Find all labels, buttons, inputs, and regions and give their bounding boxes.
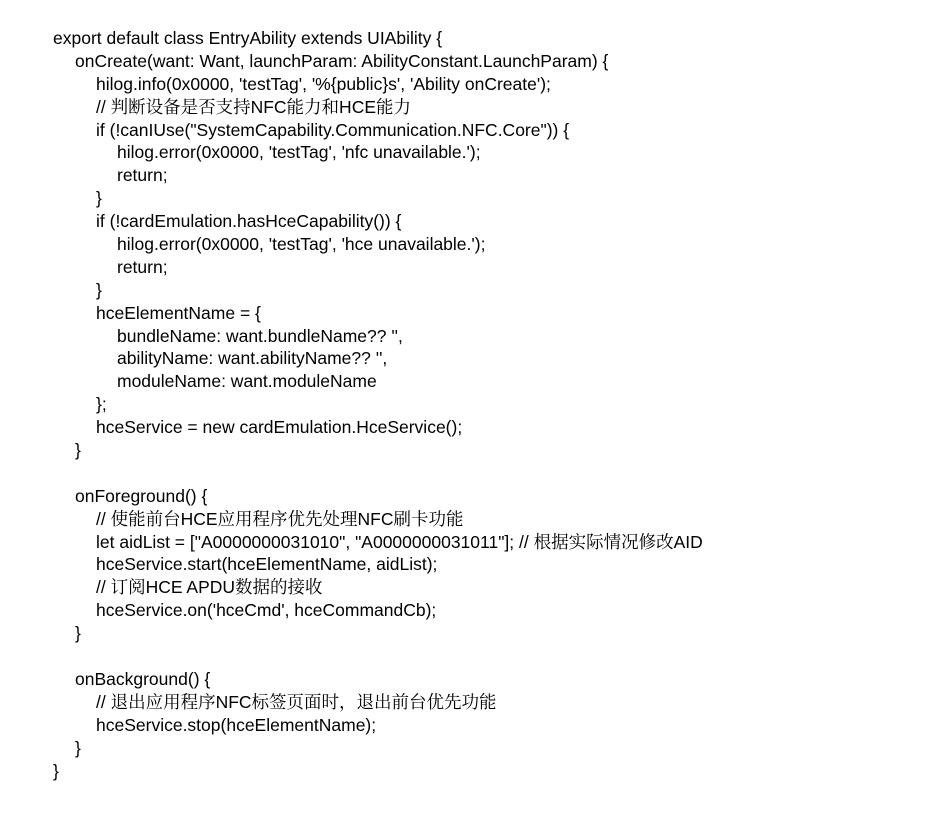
code-comment: // 退出应用程序NFC标签页面时，退出前台优先功能 xyxy=(96,691,497,712)
code-line: hceElementName = { xyxy=(96,302,261,323)
code-line: } xyxy=(96,279,102,300)
code-line: hceService = new cardEmulation.HceService(); xyxy=(96,417,463,438)
code-line: hilog.info(0x0000, 'testTag', '%{public}s', 'Ability onCreate'); xyxy=(96,73,551,94)
code-comment: // 使能前台HCE应用程序优先处理NFC刷卡功能 xyxy=(96,508,464,529)
code-line: return; xyxy=(117,165,168,186)
code-line: onForeground() { xyxy=(75,485,208,506)
code-line: onBackground() { xyxy=(75,668,211,689)
code-line: moduleName: want.moduleName xyxy=(117,371,377,392)
code-line: } xyxy=(96,188,102,209)
code-line: hceService.on('hceCmd', hceCommandCb); xyxy=(96,600,437,621)
code-block xyxy=(0,27,950,782)
code-comment: // 订阅HCE APDU数据的接收 xyxy=(96,577,323,598)
code-line: } xyxy=(75,737,81,758)
blank-line xyxy=(0,645,950,668)
blank-line xyxy=(0,462,950,485)
code-line: bundleName: want.bundleName?? '', xyxy=(117,325,403,346)
code-line: hilog.error(0x0000, 'testTag', 'hce unavailable.'); xyxy=(117,234,486,255)
code-line: } xyxy=(75,623,81,644)
code-line: if (!canIUse("SystemCapability.Communication.NFC.Core")) { xyxy=(96,119,570,140)
code-line: } xyxy=(75,440,81,461)
code-line: if (!cardEmulation.hasHceCapability()) { xyxy=(96,211,402,232)
code-line: return; xyxy=(117,256,168,277)
code-line: } xyxy=(53,760,59,781)
code-line: export default class EntryAbility extends UIAbility { xyxy=(53,28,443,48)
code-line: let aidList = ["A0000000031010", "A0000000031011"]; // 根据实际情况修改AID xyxy=(96,531,703,552)
code-line: abilityName: want.abilityName?? '', xyxy=(117,348,388,369)
code-line: }; xyxy=(96,394,107,415)
code-line: onCreate(want: Want, launchParam: AbilityConstant.LaunchParam) { xyxy=(75,50,609,71)
code-comment: // 判断设备是否支持NFC能力和HCE能力 xyxy=(96,96,411,117)
code-line: hceService.stop(hceElementName); xyxy=(96,714,377,735)
code-line: hceService.start(hceElementName, aidList); xyxy=(96,554,438,575)
code-line: hilog.error(0x0000, 'testTag', 'nfc unavailable.'); xyxy=(117,142,481,163)
